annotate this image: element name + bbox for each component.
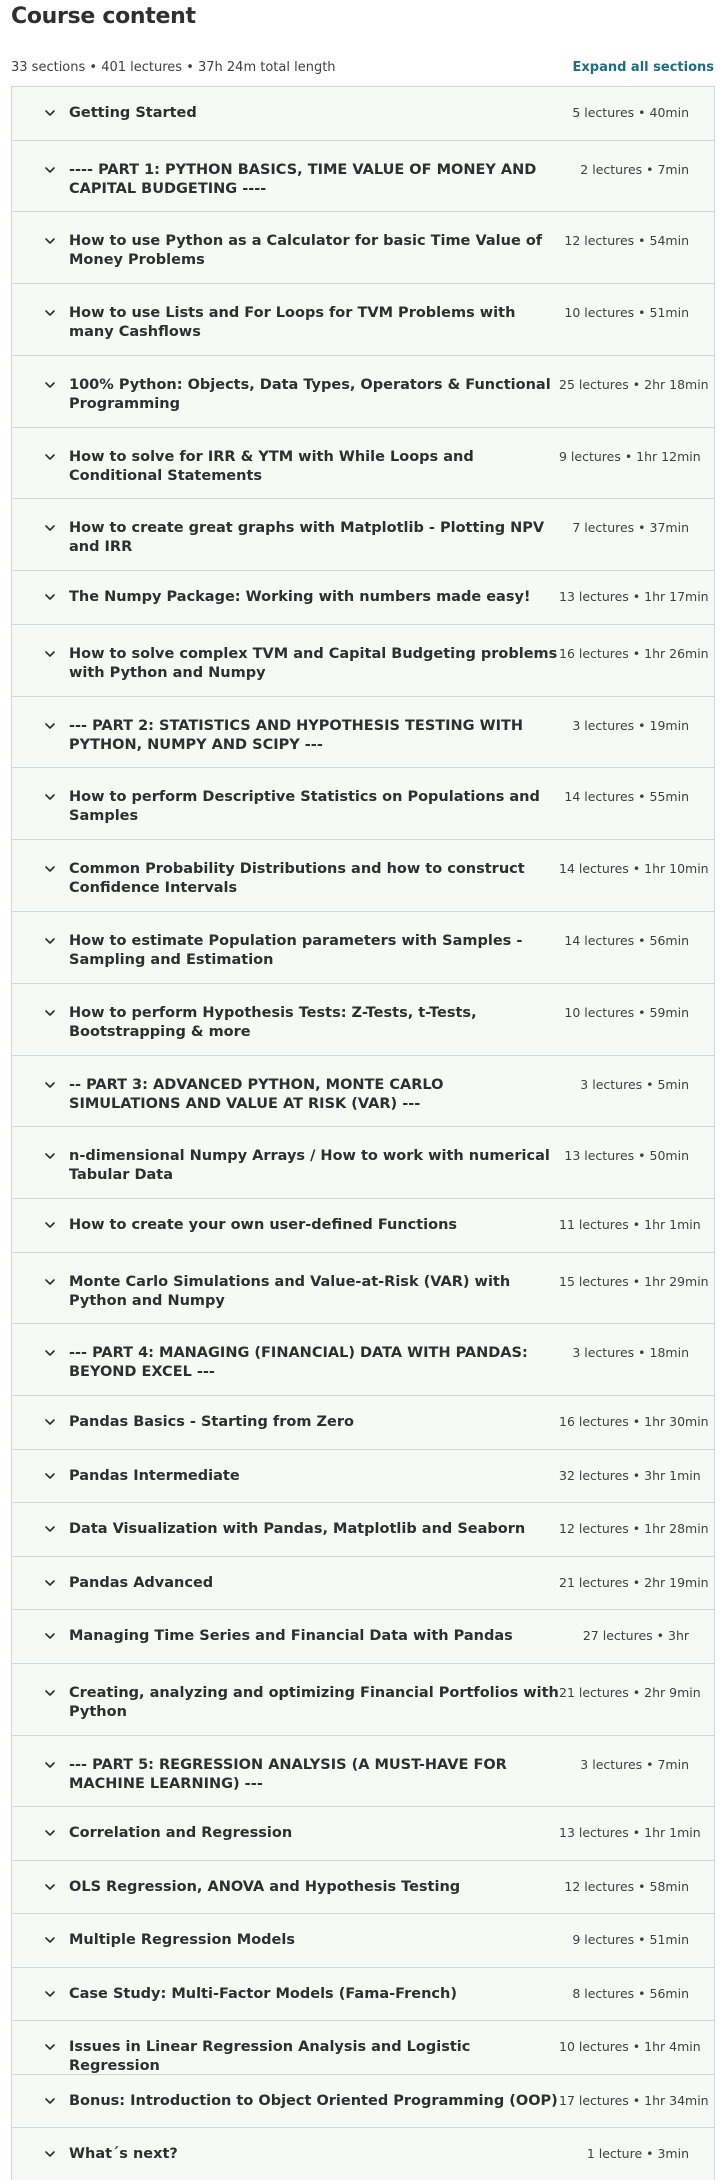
section-meta: 9 lectures • 1hr 12min	[559, 448, 701, 464]
section-row[interactable]	[12, 1324, 714, 1396]
chevron-down-icon[interactable]	[42, 449, 58, 465]
section-row[interactable]	[12, 141, 714, 213]
section-row[interactable]	[12, 2021, 714, 2075]
section-row[interactable]	[12, 1056, 714, 1128]
chevron-down-icon[interactable]	[42, 1005, 58, 1021]
chevron-down-icon[interactable]	[42, 1757, 58, 1773]
chevron-down-icon[interactable]	[42, 1468, 58, 1484]
section-meta: 3 lectures • 19min	[572, 717, 689, 733]
section-header	[42, 1664, 559, 1722]
section-title: -- PART 3: ADVANCED PYTHON, MONTE CARLO SIMULATIONS AND VALUE AT RISK (VAR) ---	[69, 1076, 444, 1112]
section-meta: 3 lectures • 5min	[580, 1076, 689, 1092]
section-row[interactable]	[12, 625, 714, 697]
course-summary: 33 sections • 401 lectures • 37h 24m total length	[11, 59, 336, 75]
section-title: Bonus: Introduction to Object Oriented Programming (OOP)	[69, 2092, 558, 2109]
expand-all-sections-button[interactable]: Expand all sections	[572, 59, 714, 75]
section-meta: 10 lectures • 1hr 4min	[559, 2039, 701, 2055]
chevron-down-icon[interactable]	[42, 162, 58, 178]
section-header	[42, 1199, 559, 1235]
section-meta: 21 lectures • 2hr 9min	[559, 1684, 701, 1700]
section-title: How to create your own user-defined Functions	[69, 1217, 458, 1234]
chevron-down-icon[interactable]	[42, 1628, 58, 1644]
course-summary-row	[11, 57, 714, 77]
section-header	[42, 87, 559, 123]
section-title: --- PART 4: MANAGING (FINANCIAL) DATA WITH PANDAS: BEYOND EXCEL ---	[69, 1345, 528, 1381]
section-row[interactable]	[12, 87, 714, 141]
section-title: Common Probability Distributions and how to construct Confidence Intervals	[69, 861, 525, 897]
section-meta: 11 lectures • 1hr 1min	[559, 1217, 701, 1233]
section-title: n-dimensional Numpy Arrays / How to work with numerical Tabular Data	[69, 1148, 550, 1184]
chevron-down-icon[interactable]	[42, 1274, 58, 1290]
section-row[interactable]	[12, 1199, 714, 1253]
section-meta: 8 lectures • 56min	[572, 1985, 689, 2001]
section-meta: 13 lectures • 1hr 1min	[559, 1825, 701, 1841]
section-header	[42, 428, 559, 486]
chevron-down-icon[interactable]	[42, 1521, 58, 1537]
section-meta: 12 lectures • 58min	[564, 1878, 689, 1894]
section-title: --- PART 2: STATISTICS AND HYPOTHESIS TESTING WITH PYTHON, NUMPY AND SCIPY ---	[69, 717, 524, 753]
section-title: OLS Regression, ANOVA and Hypothesis Testing	[69, 1878, 461, 1895]
section-meta: 7 lectures • 37min	[572, 520, 689, 536]
section-meta: 1 lecture • 3min	[586, 2146, 689, 2162]
section-header	[42, 1968, 559, 2004]
section-row[interactable]	[12, 1396, 714, 1450]
section-row[interactable]	[12, 571, 714, 625]
chevron-down-icon[interactable]	[42, 1986, 58, 2002]
section-meta: 13 lectures • 1hr 17min	[559, 589, 709, 605]
section-row[interactable]	[12, 1127, 714, 1199]
section-row[interactable]	[12, 1861, 714, 1915]
chevron-down-icon[interactable]	[42, 718, 58, 734]
section-row[interactable]	[12, 1610, 714, 1664]
section-title: How to use Lists and For Loops for TVM Problems with many Cashflows	[69, 305, 516, 341]
section-meta: 10 lectures • 59min	[564, 1004, 689, 1020]
section-header	[42, 1610, 559, 1646]
section-header	[42, 1557, 559, 1593]
chevron-down-icon[interactable]	[42, 1575, 58, 1591]
section-title: How to solve for IRR & YTM with While Loops and Conditional Statements	[69, 448, 474, 484]
section-title: Getting Started	[69, 105, 197, 121]
chevron-down-icon[interactable]	[42, 1825, 58, 1841]
section-title: How to perform Hypothesis Tests: Z-Tests, t-Tests, Bootstrapping & more	[69, 1004, 477, 1040]
chevron-down-icon[interactable]	[42, 861, 58, 877]
section-title: How to use Python as a Calculator for basic Time Value of Money Problems	[69, 233, 543, 269]
section-row[interactable]	[12, 356, 714, 428]
section-row[interactable]	[12, 284, 714, 356]
section-meta: 27 lectures • 3hr	[582, 1628, 689, 1644]
page-title: Course content	[11, 4, 196, 29]
section-row[interactable]	[12, 1557, 714, 1611]
section-header	[42, 840, 559, 898]
chevron-down-icon[interactable]	[42, 377, 58, 393]
section-header	[42, 284, 559, 342]
section-header	[42, 2021, 559, 2076]
chevron-down-icon[interactable]	[42, 1077, 58, 1093]
section-meta: 10 lectures • 51min	[564, 305, 689, 321]
chevron-down-icon[interactable]	[42, 589, 58, 605]
section-header	[42, 1253, 559, 1311]
section-row[interactable]	[12, 1450, 714, 1504]
chevron-down-icon[interactable]	[42, 1414, 58, 1430]
section-title: How to estimate Population parameters with Samples - Sampling and Estimation	[69, 932, 523, 968]
section-header	[42, 499, 559, 557]
chevron-down-icon[interactable]	[42, 1685, 58, 1701]
section-header	[42, 1736, 559, 1794]
section-meta: 5 lectures • 40min	[572, 105, 689, 120]
chevron-down-icon[interactable]	[42, 1932, 58, 1948]
section-title: Case Study: Multi-Factor Models (Fama-French)	[69, 1985, 457, 2002]
section-row[interactable]	[12, 1736, 714, 1808]
section-title: Pandas Basics - Starting from Zero	[69, 1414, 354, 1431]
section-meta: 25 lectures • 2hr 18min	[559, 376, 709, 392]
section-header	[42, 1861, 559, 1897]
section-title: Pandas Intermediate	[69, 1467, 240, 1484]
section-header	[42, 1503, 559, 1539]
section-title: How to create great graphs with Matplotlib - Plotting NPV and IRR	[69, 520, 545, 556]
section-title: The Numpy Package: Working with numbers made easy!	[69, 589, 531, 606]
section-header	[42, 912, 559, 970]
chevron-down-icon[interactable]	[42, 520, 58, 536]
chevron-down-icon[interactable]	[42, 1879, 58, 1895]
chevron-down-icon[interactable]	[42, 2146, 58, 2162]
section-title: What´s next?	[69, 2146, 178, 2163]
chevron-down-icon[interactable]	[42, 646, 58, 662]
section-header	[42, 356, 559, 414]
section-header	[42, 625, 559, 683]
section-header	[42, 2075, 559, 2111]
section-header	[42, 984, 559, 1042]
section-meta: 32 lectures • 3hr 1min	[559, 1467, 701, 1483]
section-row[interactable]	[12, 1914, 714, 1968]
section-meta: 12 lectures • 1hr 28min	[559, 1521, 709, 1537]
section-meta: 14 lectures • 56min	[564, 932, 689, 948]
section-meta: 15 lectures • 1hr 29min	[559, 1273, 709, 1289]
section-header	[42, 768, 559, 826]
section-title: Monte Carlo Simulations and Value-at-Risk (VAR) with Python and Numpy	[69, 1273, 511, 1309]
section-row[interactable]	[12, 984, 714, 1056]
chevron-down-icon[interactable]	[42, 789, 58, 805]
section-title: Data Visualization with Pandas, Matplotlib and Seaborn	[69, 1521, 526, 1538]
section-list	[11, 86, 715, 2180]
section-header	[42, 1914, 559, 1950]
section-meta: 21 lectures • 2hr 19min	[559, 1574, 709, 1590]
section-header	[42, 1056, 559, 1114]
section-header	[42, 1396, 559, 1432]
section-header	[42, 2128, 559, 2164]
section-header	[42, 571, 559, 607]
chevron-down-icon[interactable]	[42, 2039, 58, 2055]
section-row[interactable]	[12, 1968, 714, 2022]
section-meta: 17 lectures • 1hr 34min	[559, 2092, 709, 2108]
section-title: ---- PART 1: PYTHON BASICS, TIME VALUE OF MONEY AND CAPITAL BUDGETING ----	[69, 161, 537, 197]
section-row[interactable]	[12, 912, 714, 984]
section-meta: 14 lectures • 55min	[564, 789, 689, 805]
chevron-down-icon[interactable]	[42, 305, 58, 321]
section-header	[42, 212, 559, 270]
section-header	[42, 1127, 559, 1185]
section-header	[42, 1450, 559, 1486]
section-meta: 3 lectures • 7min	[580, 1756, 689, 1772]
chevron-down-icon[interactable]	[42, 233, 58, 249]
section-row[interactable]	[12, 840, 714, 912]
section-meta: 14 lectures • 1hr 10min	[559, 861, 709, 877]
chevron-down-icon[interactable]	[42, 933, 58, 949]
section-row[interactable]	[12, 428, 714, 500]
section-meta: 9 lectures • 51min	[572, 1932, 689, 1948]
chevron-down-icon[interactable]	[42, 1217, 58, 1233]
section-meta: 2 lectures • 7min	[580, 161, 689, 177]
section-row[interactable]	[12, 1807, 714, 1861]
section-header	[42, 1324, 559, 1382]
section-title: How to perform Descriptive Statistics on Populations and Samples	[69, 789, 540, 825]
section-row[interactable]	[12, 499, 714, 571]
section-title: Issues in Linear Regression Analysis and Logistic Regression	[69, 2039, 471, 2075]
section-meta: 12 lectures • 54min	[564, 233, 689, 249]
section-title: Correlation and Regression	[69, 1825, 293, 1842]
section-title: Managing Time Series and Financial Data with Pandas	[69, 1628, 513, 1645]
section-meta: 3 lectures • 18min	[572, 1345, 689, 1361]
chevron-down-icon[interactable]	[42, 1345, 58, 1361]
section-title: 100% Python: Objects, Data Types, Operators & Functional Programming	[69, 376, 551, 412]
section-row[interactable]	[12, 1253, 714, 1325]
section-meta: 16 lectures • 1hr 26min	[559, 645, 709, 661]
section-row[interactable]	[12, 212, 714, 284]
chevron-down-icon[interactable]	[42, 1148, 58, 1164]
section-title: Multiple Regression Models	[69, 1932, 295, 1949]
section-title: Pandas Advanced	[69, 1574, 214, 1591]
section-title: --- PART 5: REGRESSION ANALYSIS (A MUST-HAVE FOR MACHINE LEARNING) ---	[69, 1756, 507, 1792]
section-header	[42, 141, 559, 199]
chevron-down-icon[interactable]	[42, 2093, 58, 2109]
section-title: Creating, analyzing and optimizing Financial Portfolios with Python	[69, 1684, 559, 1720]
section-title: How to solve complex TVM and Capital Budgeting problems with Python and Numpy	[69, 645, 558, 681]
section-row[interactable]	[12, 1664, 714, 1736]
section-row[interactable]	[12, 2075, 714, 2129]
section-meta: 13 lectures • 50min	[564, 1148, 689, 1164]
section-row[interactable]	[12, 2128, 714, 2180]
section-header	[42, 697, 559, 755]
chevron-down-icon[interactable]	[42, 105, 58, 121]
section-row[interactable]	[12, 1503, 714, 1557]
section-row[interactable]	[12, 697, 714, 769]
section-row[interactable]	[12, 768, 714, 840]
section-header	[42, 1807, 559, 1843]
section-meta: 16 lectures • 1hr 30min	[559, 1414, 709, 1430]
